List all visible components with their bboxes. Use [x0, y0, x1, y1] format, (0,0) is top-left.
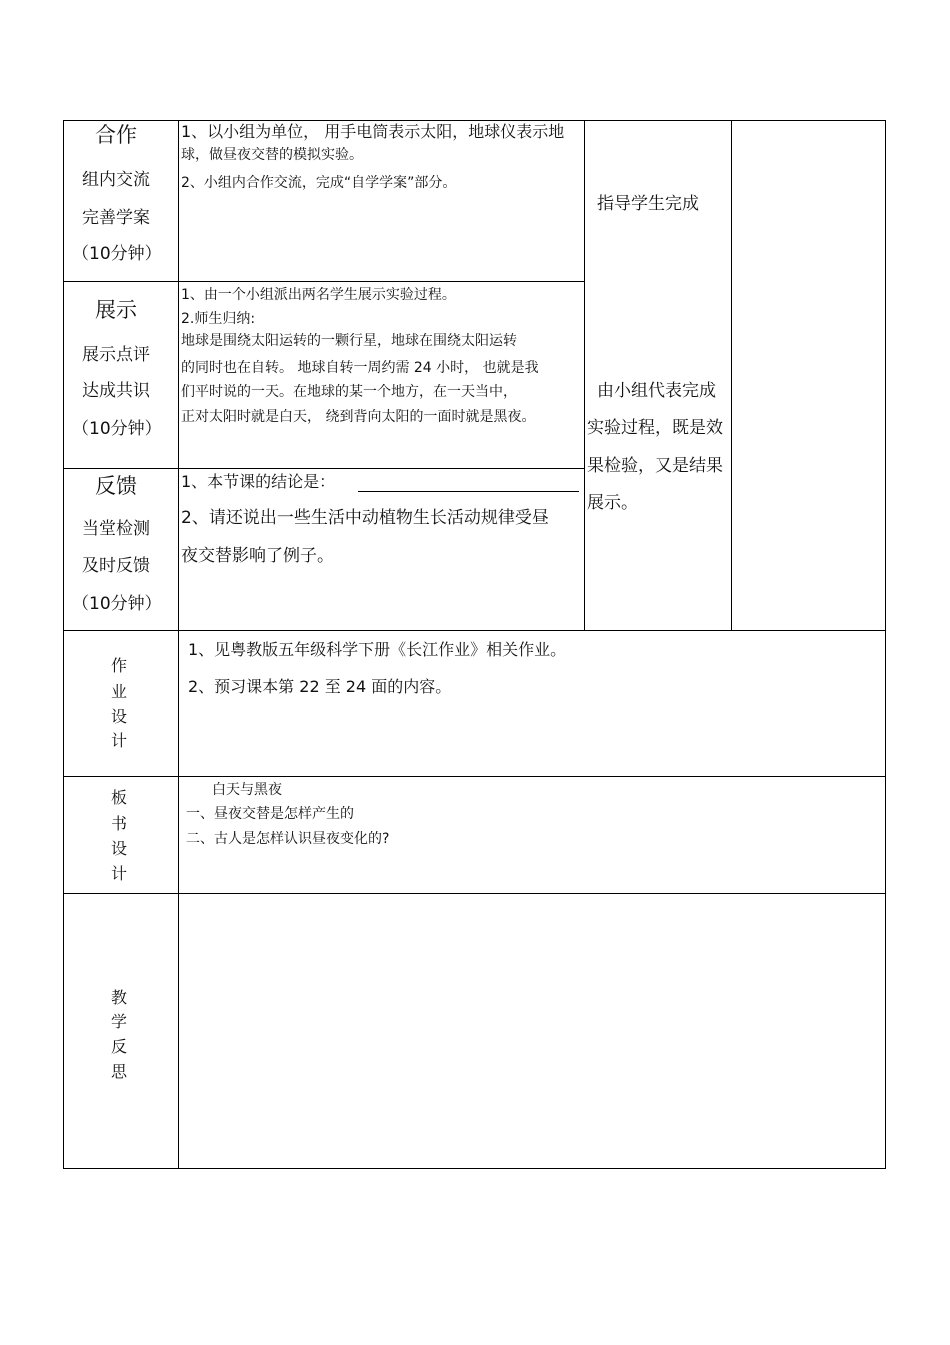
board-item: 二、古人是怎样认识昼夜变化的?	[186, 831, 390, 847]
grid-line	[63, 1168, 886, 1169]
stage-time: （10分钟）	[72, 594, 162, 614]
student-activity: 由小组代表完成	[597, 381, 716, 401]
section-label: 反	[111, 1037, 128, 1056]
grid-line	[178, 120, 179, 1169]
grid-line	[885, 120, 886, 1169]
stage-title: 反馈	[95, 474, 137, 498]
content-line: 正对太阳时就是白天， 绕到背向太阳的一面时就是黑夜。	[181, 409, 536, 425]
teacher-activity: 指导学生完成	[597, 194, 699, 214]
grid-line	[63, 468, 585, 469]
grid-line	[63, 630, 886, 631]
section-label: 计	[111, 864, 128, 883]
stage-title: 合作	[95, 123, 137, 147]
stage-subtitle: 完善学案	[82, 208, 150, 228]
section-label: 学	[111, 1012, 128, 1031]
content-line: 球，做昼夜交替的模拟实验。	[181, 147, 363, 163]
stage-time: （10分钟）	[72, 419, 162, 439]
content-line: 们平时说的一天。在地球的某一个地方，在一天当中，	[181, 384, 517, 400]
stage-title: 展示	[95, 298, 137, 322]
content-line: 2.师生归纳:	[181, 311, 256, 327]
board-title: 白天与黑夜	[212, 782, 282, 798]
grid-line	[63, 120, 886, 121]
stage-subtitle: 组内交流	[82, 170, 150, 190]
section-label: 书	[111, 814, 128, 833]
grid-line	[63, 120, 64, 1169]
grid-line	[584, 120, 585, 630]
content-line: 2、请还说出一些生活中动植物生长活动规律受昼	[181, 508, 549, 528]
content-line: 2、小组内合作交流，完成“自学学案”部分。	[181, 175, 457, 191]
stage-subtitle: 当堂检测	[82, 519, 150, 539]
student-activity: 展示。	[587, 493, 638, 513]
section-label: 板	[111, 788, 128, 807]
grid-line	[731, 120, 732, 630]
section-label: 设	[111, 707, 128, 726]
content-line: 1、以小组为单位， 用手电筒表示太阳，地球仪表示地	[181, 122, 565, 141]
student-activity: 实验过程，既是效	[587, 418, 723, 438]
content-line: 1、由一个小组派出两名学生展示实验过程。	[181, 287, 456, 303]
content-line: 1、本节课的结论是：	[181, 472, 336, 491]
student-activity: 果检验，又是结果	[587, 456, 723, 476]
content-line: 的同时也在自转。 地球自转一周约需 24 小时， 也就是我	[181, 360, 539, 376]
section-label: 计	[111, 731, 128, 750]
grid-line	[63, 776, 886, 777]
section-label: 设	[111, 839, 128, 858]
homework-item: 1、见粤教版五年级科学下册《长江作业》相关作业。	[188, 640, 567, 659]
section-label: 思	[111, 1062, 128, 1081]
board-item: 一、昼夜交替是怎样产生的	[186, 806, 354, 822]
grid-line	[63, 281, 585, 282]
homework-item: 2、预习课本第 22 至 24 面的内容。	[188, 677, 452, 696]
section-label: 作	[111, 656, 128, 675]
section-label: 业	[111, 682, 128, 701]
section-label: 教	[111, 988, 128, 1007]
stage-time: （10分钟）	[72, 244, 162, 264]
content-line: 夜交替影响了例子。	[181, 546, 334, 566]
answer-blank-line	[358, 491, 579, 492]
grid-line	[63, 893, 886, 894]
content-line: 地球是围绕太阳运转的一颗行星，地球在围绕太阳运转	[181, 333, 517, 349]
stage-subtitle: 展示点评	[82, 345, 150, 365]
stage-subtitle: 及时反馈	[82, 556, 150, 576]
stage-subtitle: 达成共识	[82, 381, 150, 401]
